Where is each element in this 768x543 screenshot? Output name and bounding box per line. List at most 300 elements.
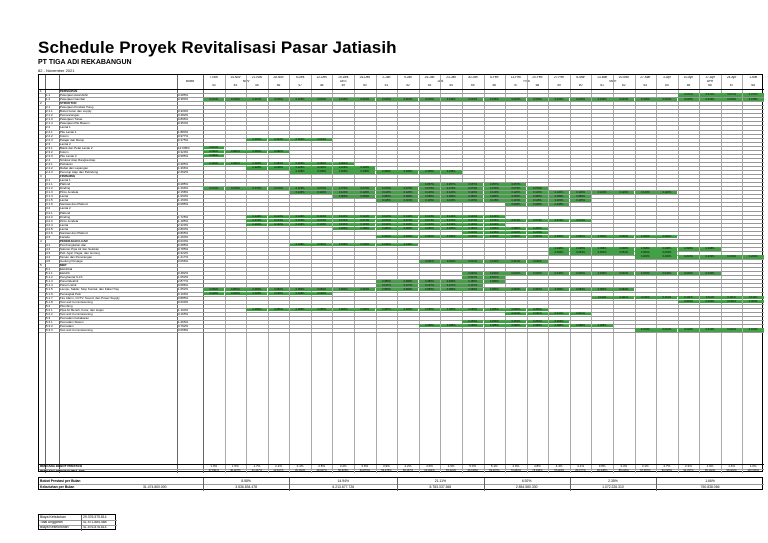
bar-value: 0.083% [489, 287, 499, 291]
gantt-bar [484, 227, 505, 230]
kumulatif-value: 37.891% [208, 468, 219, 472]
budget-label: Biaya Keseluruhan [40, 525, 69, 530]
task-bobot: 0.285% [178, 242, 189, 247]
page-title: Schedule Proyek Revitalisasi Pasar Jatiasih [38, 38, 397, 57]
gantt-bar [290, 308, 311, 311]
row-subnumber: 3.1.5 [46, 198, 53, 203]
week-number-header: 63 [643, 84, 648, 87]
bar-value: 0.028% [252, 291, 262, 295]
bar-value: 0.083% [619, 287, 629, 291]
gantt-bar [678, 328, 699, 331]
bar-value: 0.137% [425, 283, 434, 287]
kumulatif-value: 69.267% [489, 468, 500, 472]
week-number-header: 43 [212, 84, 216, 87]
week-number-header: 48 [319, 84, 324, 87]
row-subnumber: 2.2 [46, 125, 51, 130]
bar-value: 0.057% [425, 182, 434, 186]
bar-value: 0.193% [274, 223, 283, 227]
bar-value: 0.071% [684, 93, 693, 97]
gantt-bar [592, 191, 613, 194]
gantt-bar [570, 251, 591, 254]
kumulatif-value: 45.160% [294, 468, 306, 472]
gantt-bar [441, 235, 462, 238]
task-name: Test and Commissioning [60, 311, 93, 316]
task-name: Saluran Pipa Air dan Selokan [60, 246, 100, 251]
gantt-bar [354, 215, 375, 218]
bar-value: 0.079% [252, 186, 262, 190]
bar-value: 0.079% [403, 186, 413, 190]
task-bobot: 0.285% [178, 93, 189, 98]
task-name: Lantai [60, 226, 69, 231]
gantt-bar [354, 223, 375, 226]
gantt-bar [246, 138, 267, 141]
gantt-bar [397, 187, 418, 190]
bar-value: 0.085% [403, 308, 413, 312]
gantt-bar [678, 98, 699, 101]
gantt-bar [570, 219, 591, 222]
bar-value: 0.216% [511, 231, 521, 235]
rencana-value: 4.2% [404, 464, 412, 469]
task-name: MEP [60, 263, 67, 268]
bar-value: 0.074% [576, 219, 585, 222]
row-subnumber: 4.1 [46, 242, 51, 247]
gantt-bar [333, 219, 354, 222]
gantt-bar [570, 272, 591, 275]
week-date-header: 9-Jan [403, 75, 412, 79]
month-percent: 6.92% [521, 478, 532, 483]
bar-value: 0.085% [252, 308, 262, 312]
bar-value: 0.098% [576, 247, 585, 251]
rencana-value: 2.1% [275, 464, 282, 469]
rencana-value: 4.4% [555, 464, 563, 469]
gantt-bar [354, 170, 375, 173]
bar-value: 0.120% [619, 190, 629, 194]
gantt-bar [678, 247, 699, 250]
gantt-bar [311, 292, 332, 295]
bar-value: 0.015% [640, 97, 650, 101]
task-bobot: 0.300% [178, 109, 189, 114]
row-subnumber: 5.1.1 [46, 271, 53, 276]
bar-value: 0.089% [489, 194, 499, 198]
gantt-bar [268, 162, 289, 165]
bar-value: 0.098% [619, 247, 629, 251]
gantt-bar [743, 296, 764, 299]
bar-value: 0.000% [727, 300, 737, 303]
bar-value: 0.111% [619, 295, 628, 299]
task-bobot: 0.686% [178, 283, 189, 288]
gantt-bar [246, 215, 267, 218]
week-number-header: 67 [729, 84, 734, 87]
gantt-bar [549, 195, 570, 198]
gantt-bar [333, 243, 354, 246]
bar-value: 0.083% [554, 287, 564, 291]
bar-value: 0.484% [338, 162, 348, 166]
task-bobot: 0.380% [178, 97, 189, 102]
gantt-bar [333, 162, 354, 165]
task-bobot: 1.150% [178, 198, 189, 203]
bar-value: 0.083% [403, 287, 413, 291]
bar-value: 0.613% [209, 146, 219, 150]
bar-value: 0.527% [489, 275, 499, 279]
bar-value: 0.015% [489, 97, 499, 101]
gantt-bar [613, 251, 634, 254]
bar-value: 0.193% [360, 223, 370, 227]
bar-value: 0.083% [425, 287, 434, 291]
grid-line [419, 75, 420, 473]
gantt-bar [203, 292, 224, 295]
bar-value: 0.048% [360, 243, 370, 247]
gantt-bar [268, 288, 289, 291]
gantt-bar [484, 272, 505, 275]
bar-value: 0.085% [274, 308, 283, 312]
rencana-value: 3.1% [641, 464, 649, 469]
gantt-bar [225, 187, 246, 190]
gantt-bar [397, 219, 418, 222]
bar-value: 0.040% [576, 271, 585, 275]
task-bobot: 0.865% [178, 230, 189, 235]
bar-value: 0.054% [640, 251, 650, 255]
gantt-bar [678, 93, 699, 96]
gantt-bar [311, 191, 332, 194]
gantt-bar [527, 227, 548, 230]
gantt-bar [268, 138, 289, 141]
bar-value: 0.015% [317, 97, 327, 101]
bar-value: 0.098% [662, 247, 672, 251]
gantt-bar [462, 227, 483, 230]
row-subnumber: 2.3.1 [46, 145, 53, 150]
row-subnumber: 5.1 [46, 267, 51, 272]
bar-value: 0.040% [705, 271, 715, 275]
bar-value: 0.089% [554, 194, 564, 198]
gantt-bar [397, 215, 418, 218]
bar-value: 0.286% [533, 227, 542, 231]
bar-value: 0.089% [468, 194, 478, 198]
bar-value: 0.085% [317, 308, 327, 312]
gantt-bar [397, 243, 418, 246]
bar-value: 0.480% [489, 279, 499, 283]
bar-value: 0.144% [252, 214, 262, 218]
bar-value: 0.098% [684, 247, 693, 251]
month-cost: 8.783.337.368 [429, 484, 452, 489]
bar-value: 0.085% [446, 308, 456, 312]
week-number-header: 44 [233, 84, 238, 87]
bar-value: 0.484% [230, 162, 240, 166]
bar-value: 0.040% [662, 271, 672, 275]
bar-value: 0.015% [748, 97, 758, 101]
gantt-bar [462, 288, 483, 291]
gantt-bar [721, 300, 742, 303]
bar-value: 0.083% [274, 287, 283, 291]
row-subnumber: 5.2 [46, 303, 51, 308]
gantt-bar [246, 292, 267, 295]
gantt-bar [462, 215, 483, 218]
task-name: Bobot beton dan supply [60, 109, 92, 114]
gantt-bar [311, 215, 332, 218]
bar-value: 0.057% [446, 182, 456, 186]
gantt-bar [419, 227, 440, 230]
gantt-bar [268, 166, 289, 169]
grid-line [656, 478, 657, 491]
row-subnumber: 3.1.4 [46, 194, 53, 199]
gantt-bar [700, 98, 721, 101]
gantt-bar [333, 308, 354, 311]
bar-value: 0.228% [338, 166, 348, 170]
gantt-bar [462, 223, 483, 226]
bar-value: 0.090% [381, 235, 391, 239]
gantt-bar [549, 203, 570, 206]
bar-value: 0.083% [576, 287, 585, 291]
bar-value: 0.120% [338, 190, 348, 194]
task-bobot: 0.585% [178, 153, 189, 158]
month-cost: 760.838.066 [700, 484, 720, 489]
gantt-bar [376, 199, 397, 202]
gantt-bar [635, 255, 656, 258]
row-subnumber: 1.2 [46, 97, 51, 102]
gantt-bar [549, 320, 570, 323]
gantt-bar [721, 255, 742, 258]
gantt-bar [678, 300, 699, 303]
week-number-header: 51 [384, 84, 389, 87]
gantt-bar [656, 98, 677, 101]
month-percent: 14.94% [337, 478, 349, 483]
bar-value: 0.074% [425, 219, 434, 222]
bar-value: 0.137% [446, 283, 456, 287]
bar-value: 0.028% [209, 291, 219, 295]
row-subnumber: 2.1.1 [46, 109, 53, 114]
grid-line [440, 75, 441, 473]
budget-summary-table [38, 514, 116, 530]
bar-value: 0.144% [468, 214, 478, 218]
bar-value: 0.015% [727, 97, 737, 101]
bar-value: 0.193% [489, 223, 499, 227]
bar-value: 0.144% [295, 214, 305, 218]
gantt-bar [354, 187, 375, 190]
month-header: APR [706, 79, 714, 83]
row-subnumber: 5.1.4 [46, 283, 53, 288]
rencana-value: 5.1% [490, 464, 498, 469]
task-name: Facade [60, 234, 71, 239]
row-subnumber: 2.3 [46, 141, 51, 146]
task-bobot: 0.166% [178, 291, 189, 296]
week-date-header: 24-Apr [726, 75, 737, 79]
gantt-bar [635, 296, 656, 299]
row-subnumber: 3.1.3 [46, 190, 53, 195]
row-subnumber: 2.3.3 [46, 153, 53, 158]
bar-value: 0.144% [360, 214, 370, 218]
bar-value: 0.079% [425, 186, 434, 190]
gantt-bar [268, 292, 289, 295]
task-bobot: 0.482% [178, 271, 189, 276]
month-cost: 6.213.677.726 [332, 484, 355, 489]
bar-value: 0.585% [209, 154, 219, 158]
bar-value: 0.074% [511, 219, 521, 222]
gantt-bar [484, 320, 505, 323]
bar-value: 0.015% [662, 97, 672, 101]
bar-value: 0.193% [252, 223, 262, 227]
gantt-bar [376, 235, 397, 238]
bar-value: 0.286% [446, 227, 456, 231]
gantt-bar [225, 150, 246, 153]
bar-value: 0.074% [360, 219, 370, 222]
bar-value: 0.089% [576, 194, 585, 198]
gantt-bar [376, 288, 397, 291]
task-bobot: 0.165% [178, 311, 189, 316]
bar-value: 0.253% [511, 320, 521, 324]
gantt-bar [656, 255, 677, 258]
bar-value: 0.137% [468, 283, 478, 287]
grid-line [484, 478, 485, 491]
week-date-header: 17-Apr [705, 75, 715, 79]
gantt-bar [484, 308, 505, 311]
gantt-bar [419, 187, 440, 190]
bar-value: 0.000% [705, 300, 715, 303]
gantt-bar [441, 219, 462, 222]
bar-value: 0.040% [533, 271, 542, 275]
kumulatif-value: 65.422% [446, 468, 457, 472]
task-name: Pembongkaran dan [60, 242, 87, 247]
kumulatif-value: 92.347% [683, 468, 694, 472]
bar-value: 0.308% [425, 170, 434, 174]
gantt-bar [462, 183, 483, 186]
week-number-header: 52 [406, 84, 410, 87]
gantt-bar [290, 138, 311, 141]
gantt-bar [505, 227, 526, 230]
grid-line [397, 478, 398, 491]
gantt-bar [441, 170, 462, 173]
week-date-header: 21-Nov [251, 75, 263, 79]
grid-line [39, 332, 764, 333]
gantt-bar [613, 98, 634, 101]
bar-value: 0.028% [317, 291, 327, 295]
row-subnumber: 2.1.3 [46, 117, 53, 122]
gantt-bar [419, 219, 440, 222]
gantt-bar [570, 235, 591, 238]
gantt-bar [462, 199, 483, 202]
task-name: Pekerjaan Awal Akhir [60, 93, 89, 98]
gantt-bar [484, 215, 505, 218]
bar-value: 0.253% [533, 320, 542, 324]
gantt-bar [613, 296, 634, 299]
bar-value: 0.085% [425, 308, 434, 312]
gantt-bar [743, 328, 764, 331]
kumulatif-value: 40.327% [230, 468, 241, 472]
bar-value: 0.089% [533, 194, 542, 198]
rencana-value: 4.9% [447, 464, 455, 469]
bar-value: 0.082% [274, 150, 283, 154]
kumulatif-value: 90.025% [661, 468, 673, 472]
gantt-bar [419, 235, 440, 238]
bar-value: 0.090% [489, 235, 499, 239]
gantt-bar [570, 288, 591, 291]
week-date-header: 14-Nov [230, 75, 241, 79]
task-name: Taman dan Penerangan [60, 255, 93, 260]
bar-value: 0.115% [533, 198, 542, 202]
bar-value: 0.048% [403, 243, 413, 247]
bar-value: 0.484% [317, 162, 327, 166]
bar-value: 0.089% [425, 194, 434, 198]
bar-value: 0.079% [489, 186, 499, 190]
gantt-bar [721, 93, 742, 96]
rencana-value: 3.9% [382, 464, 390, 469]
gantt-bar [397, 191, 418, 194]
gantt-bar [613, 272, 634, 275]
row-subnumber: 5.1.7 [46, 295, 53, 300]
gantt-bar [484, 276, 505, 279]
bar-value: 0.040% [468, 271, 478, 275]
kumulatif-value: 48.027% [316, 468, 327, 472]
gantt-bar [527, 195, 548, 198]
bar-value: 0.120% [576, 190, 585, 194]
week-date-header: 20-Feb [532, 75, 543, 79]
task-name: Panel Listrik [60, 283, 77, 288]
bar-value: 0.203% [705, 255, 715, 259]
gantt-bar [419, 170, 440, 173]
gantt-bar [484, 183, 505, 186]
bar-value: 0.088% [511, 324, 521, 328]
gantt-bar [419, 284, 440, 287]
gantt-bar [246, 166, 267, 169]
kumulatif-value: 82.938% [597, 468, 608, 472]
grid-line [289, 75, 290, 473]
row-subnumber: 3.1.1 [46, 182, 53, 187]
gantt-bar [225, 288, 246, 291]
bar-value: 0.085% [338, 308, 348, 312]
task-name: Pekerjaan Gambar [60, 97, 86, 102]
week-date-header: 16-Jan [424, 75, 435, 79]
gantt-bar [505, 288, 526, 291]
gantt-bar [527, 324, 548, 327]
gantt-bar [527, 260, 548, 263]
bar-value: 0.079% [295, 186, 305, 190]
task-name: Rabat dan Lapangan [60, 165, 89, 170]
bar-value: 0.057% [511, 182, 521, 186]
gantt-bar [441, 183, 462, 186]
bar-value: 0.085% [381, 308, 391, 312]
gantt-bar [527, 320, 548, 323]
rencana-bobot-label: RENCANA BOBOT PRESTASI [40, 464, 83, 469]
bar-value: 0.090% [619, 235, 629, 239]
gantt-bar [505, 183, 526, 186]
bar-value: 0.120% [425, 190, 434, 194]
gantt-bar [290, 98, 311, 101]
task-bobot: 0.785% [178, 246, 189, 251]
gantt-bar [290, 223, 311, 226]
bar-value: 0.054% [554, 251, 564, 255]
gantt-bar [527, 231, 548, 234]
gantt-bar [505, 312, 526, 315]
bar-value: 0.057% [489, 182, 499, 186]
grid-line [721, 75, 722, 473]
row-subnumber: 2.1 [46, 105, 51, 110]
gantt-bar [505, 231, 526, 234]
task-name: Penutup Atap dan Pelindung [60, 170, 99, 174]
bar-value: 0.083% [468, 287, 478, 291]
task-name: Pile Lantai 1 [60, 129, 77, 134]
gantt-bar [462, 191, 483, 194]
row-subnumber: 2.4.2 [46, 165, 53, 170]
gantt-bar [635, 328, 656, 331]
bar-value: 0.090% [640, 235, 650, 239]
grid-line [246, 75, 247, 473]
row-subnumber: 3.1.6 [46, 202, 53, 207]
gantt-bar [333, 98, 354, 101]
gantt-bar [484, 288, 505, 291]
task-name: Pemancangan [60, 113, 80, 118]
task-bobot: 2.462% [178, 170, 189, 174]
week-number-header: 55 [470, 84, 475, 87]
bar-value: 0.484% [252, 162, 262, 166]
gantt-bar [333, 195, 354, 198]
